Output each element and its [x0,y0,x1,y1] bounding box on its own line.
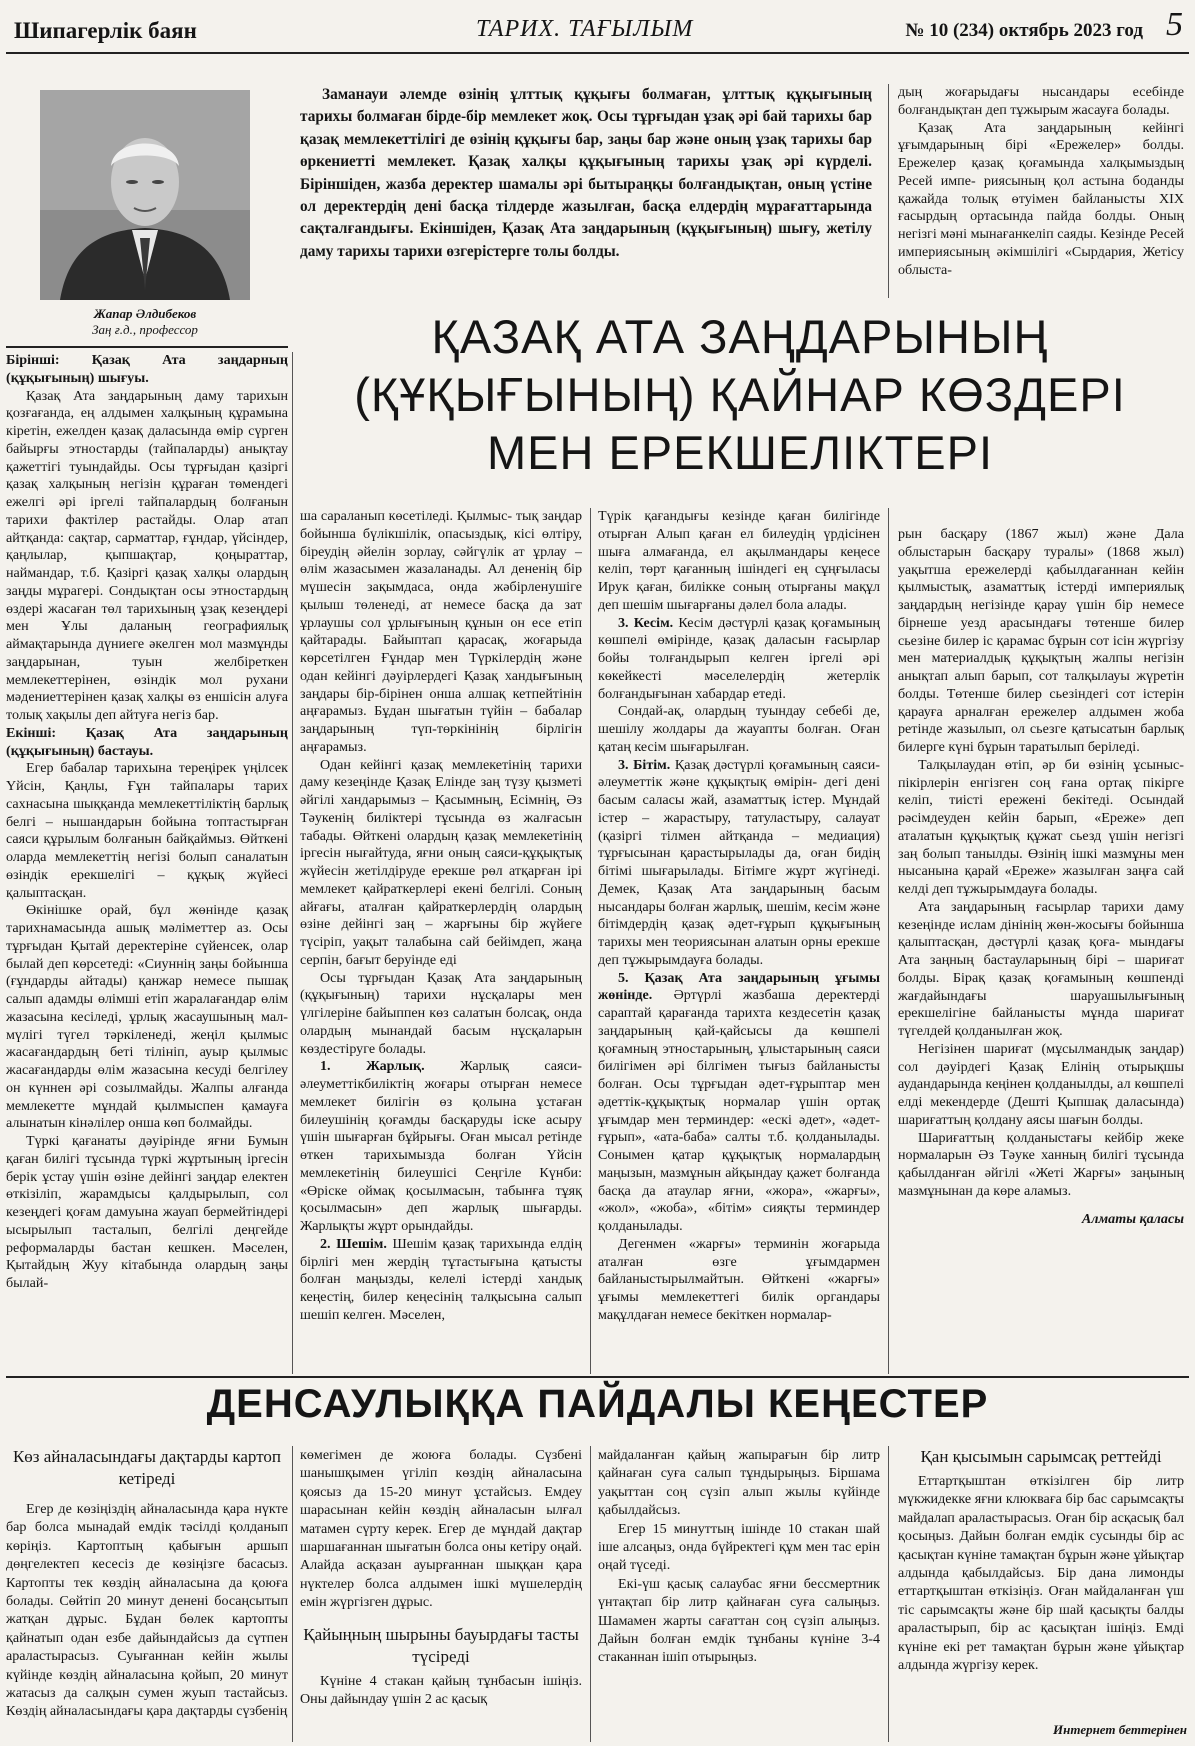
source-note: Интернет беттерінен [1053,1722,1187,1737]
column-divider [888,1446,889,1742]
section-divider [6,1376,1189,1378]
newspaper-title: Шипагерлік баян [14,18,197,43]
column-divider [888,84,889,298]
paragraph: Осы тұрғыдан Қазақ Ата заңдарының (құқығының) тарихи нұсқалары мен үлгілеріне байыппен көз салатын болсақ, онда олардың мынандай басым нұсқаларын көздестіруге болады. [300,969,582,1057]
article-column-3 [598,508,880,1372]
subheading-second: Екінші: Қазақ Ата заңдарының (құқығының) бастауы. [6,724,288,759]
paragraph: Негізінен шариғат (мұсылмандық заңдар) сол дәуірдегі Қазақ Елінің отырықшы аудандарында кеңінен қолданылды, ал көшпелі елді мекендерде (Дешті Қыпшақ даласында) шариғаттың қолдану аясы шағын болды. [898,1040,1184,1128]
paragraph: Қазақ Ата заңдарының кейінгі ұғымдарының бірі «Ережелер» болды. Ережелер қазақ қоғамында халқымыздың Ресей импе- риясының қол астына боданды қажайда толық өтуімен байланысты XIX ғасырдың ортасында пайда болды. Оның негізгі мәні мынағанкеліп саяды. Кезінде Ресей империясының әкімшілігі «Сырдария, Жетісу облыста- [898,119,1184,278]
paragraph: Қазақ Ата заңдарының даму тарихын қозғағанда, ең алдымен халқының құрамына кіретін, ежелден қазақ даласында өмір сүрген байырғы этностарды (тайпаларды) анықтау қажеттігі туындайды. Осы тұрғыдан қазіргі қазақ халқының негізін құраған төмендегі ежелгі әрі іргелі тайпалардың болғанын тарихи фактілер растайды. Олар атап айтқанда: сақтар, сарматтар, ғұндар, үйсіндер, қаңлылар, қыпшақтар, қоңыраттар, наймандар, т.б. Қазіргі қазақ халқы олардың заңды мұрагері. Сондықтан осы этностардың өздері жасаған төл тарихының ұзақ кезеңдері мен Ұлы даланың географиялық аймақтарында дүниеге әкелген мол мазмұнды заңдарынан, туын желбіреткен мемлекеттерінен, өзіндік мол рухани мәдениеттерінен қазақ халқы өз еншісін алуға толық хақылы деп айтуға негіз бар. [6,387,288,723]
health-column-4 [898,1446,1184,1722]
paragraph: Егер де көзіңіздің айналасында қара нүкте бар болса мынадай емдік тәсілді қолданып көріңіз. Картоптың қабығын аршып дөңгелектеп кесесіз де көзіңізге басасыз. Картопты тек көздің айналасына да қоюға болады. Сөйтіп 20 минут денені босаңсытып жатқан дұрыс. Бұдан бөлек картопты қайнатып одан езбе дайындайсыз да сүтпен араластырасыз. Суығаннан кейін жылы күйінде көздің айналасына қойып, 20 минут жатасыз да салқын сумен жуып тастайсыз. Көздің айналасындағы қара дақтарды сүзбенің [6,1501,288,1720]
health-column-3 [598,1446,880,1742]
paragraph: Егер 15 минуттың ішінде 10 стакан шай іше алсаңыз, онда бүйректегі құм мен тас ерін оңай түседі. [598,1520,880,1574]
column-divider [888,508,889,1374]
paragraph: Одан кейінгі қазақ мемлекетінің тарихи даму кезеңінде Қазақ Елінде заң түзу қызметі әйгілі хандарымыз – Қасымның, Есімнің, Әз Тәукенің биліктері тұсында өз жалғасын табады. Өйткені олардың қазақ мемлекетінің іргесін нығайтуда, яғни оның саяси-құқықтық жүйесін жетілдіруде ерекше рөл атқарған ірі мемлекет қайраткерлері екені белгілі. Соның айғағы, аталған қайраткерлердің олардың өзіне дейінгі заң – жарғыны бір жүйеге түсіріп, уақыт талабына сай бейімдеп, жаңа серпін, бағыт беруінде еді [300,756,582,968]
paragraph: рын басқару (1867 жыл) және Дала облыстарын басқару туралы» (1868 жыл) уақытша ережелерді қабылдағаннан кейін қылмыстық, азаматтық істерді империялық заңдардың негізінде қарау үшін бір немесе бірнеше уезд арасындағы төтенше билер сьезіне билер іс қарамас бұрын сот ісін жүргізу мен материалдық құқықтың жалпы негізін анықтап алып барып, сот талқылауы жүретін болды. Төтенше билер сьезіндегі сот істерін қарауға арналған ережелер алдымен жоба ретінде жазылып, ол сьезге қатысатын барлық билерге күні бұрын таратылып беріледі. [898,526,1184,755]
paragraph: Екі-үш қасық салаубас яғни бессмертник үнтақтап бір литр қайнаған суға салыңыз. Шамамен жарты сағаттан соң сүзіп алыңыз. Дайын болған емдік тұнбаны күніне 3-4 стаканнан ішіп отырыңыз. [598,1575,880,1666]
article-title-birch: Қайыңның шырыны бауырдағы тасты түсіреді [303,1624,579,1666]
paragraph: Ата заңдарының ғасырлар тарихи даму кезеңінде ислам дінінің жөн-жосығы бойынша қалыптасқан, дәстүрлі қазақ қоға- мындағы Ата заңның бастауларының бірі – шариғат болды. Бірақ қазақ қоғамының көшпенді жағдайындағы шаруашылығының ерекшелігіне байланысты мұнда шариғат түгелдей қолданылған жоқ. [898,898,1184,1039]
column-divider [590,508,591,1374]
lead-paragraph: Заманауи әлемде өзінің ұлттық құқығы болмаған, ұлттық құқығының тарихы болмаған бірде-бір мемлекет жоқ. Осы тұрғыдан ұзақ әрі бай тарихы бар қазақ мемлекеттілігі де өзінің құқығы бар, заңы бар және оның ұзақ тарихы бар өркениетті мемлекет. Қазақ халқы құқығының тарихы ұзақ әрі күрделі. Біріншіден, жазба деректер шамалы әрі бытыраңқы болғандықтан, оның үстіне ол деректердің дені басқа тілдерде жазылған, басқа елдердің мұрағаттарында сақталғандығы. Екіншіден, Қазақ Ата заңдарының (құқығының) шығу, жетілу даму тарихы тарихи өзгерістерге толы болды. [300,86,872,260]
paragraph: 3. Кесім. Кесім дәстүрлі қазақ қоғамының көшпелі өмірінде, қазақ даласын ғасырлар бойы толғандырып келген іргелі әрі көкейкесті мәселелердің жетерлік болғандығынан хабардар етеді. [598,614,880,702]
paragraph: 5. Қазақ Ата заңдарының ұғымы жөнінде. Әртүрлі жазбаша деректерді сараптай қарағанда тарихта кездесетін қазақ заңдарының қай-қайсысы да көшпелі қоғамның этностарының, ұлыстарының саяси билігімен әрі білгімен тығыз байланысты болған. Осы тұрғыдан әдет-ғұрыптар мен әдеттік-құқықтық нормалар үшін ортақ ұғымдар мен терминдер: «ескі әдет», «әдет-ғұрып», «ата-баба» салты т.б. қолданылады. Сонымен қатар құқықтық нормалардың маңызын, мазмұнын айқындау қажет болғанда басқа да атаулар яғни, «жора», «жарғы», «жол», «жоба», «бітім» сияқты терминдер қолданылады. [598,969,880,1234]
article-headline: ҚАЗАҚ АТА ЗАҢДАРЫНЫҢ (ҚҰҚЫҒЫНЫҢ) ҚАЙНАР КӨЗДЕРІ МЕН ЕРЕКШЕЛІКТЕРІ [354,310,1126,479]
paragraph: Егер бабалар тарихына тереңірек үңілсек Үйсін, Қаңлы, Ғұн тайпалары тарих сахнасына шыққанда мемлекеттіліктің барлық белгі – нышандарын бойына топтастырған саяси құрылым болғанын байқаймыз. Өйткені оларда мемлекеттің негізі болып саналатын өзіндік ерекшелігі – құқық жүйесі қалыптасқан. [6,760,288,901]
subheading-settlement: 3. Бітім. [618,756,671,773]
subheading-first: Бірінші: Қазақ Ата заңдарның (құқығының) шығуы. [6,352,288,386]
paragraph: Түрік қағандығы кезінде қаған билігінде отырған Алып қаған ел билеудің үрдісінен шыға алмағанда, ел ақылмандары кеңесе келіп, төрт қағанның ішіндегі ең сұңғыласы Ирук қаған, билікке соның отырғаны мақұл деп шешім шығарғаны дәлел бола алады. [598,508,880,613]
paragraph: 3. Бітім. Қазақ дәстүрлі қоғамының саяси-әлеуметтік және құқықтық өмірін- дегі дені басым саласы жай, азаматтық істер. Мұндай істер – жарастыру, татуластыру, салауат (қазіргі тілмен айтқанда – медиация) тұрғысынан қарастырылады да, оған бидің бітімі шығарылады. Бітімге жұрт жүгінеді. Демек, Қазақ Ата заңдарының басым нысандары болған жарлық, шешім, кесім және бітімдердің қазақ әдет-ғұрып құқығының тарихы мен теориясынан алатын орны ерекше деп тұжырымдауға болады. [598,756,880,968]
paragraph: Түркі қағанаты дәуірінде яғни Бумын қаған билігі тұсында түркі жұртының іргесін берік ұстау үшін өзіне дейінгі заңдар електен өткізіліп, жарамдысы қалдырылып, сол кезеңдегі қоғам дамуына жауап бермейтіндері ысырылып тасталып, белгілі деңгейде реформаларды бастан кешкен. Мәселен, Қытайдың Жуу кітабында олардың заңы былай- [6,1133,288,1291]
paragraph: Шариғаттың қолданыстағы кейбір жеке нормаларын Әз Тәуке ханның билігі тұсында қабылданған әйгілі «Жеті Жарғы» заңының мазмұнынан да көре аламыз. [898,1129,1184,1199]
paragraph: көмегімен де жоюға болады. Сүзбені шанышқымен үгіліп көздің айналасына қоясыз да 15-20 минут ұстайсыз. Емдеу шарасынан кейін көздің айналасын ылғал матамен сүрту керек. Егер де мұндай дақтар шаршағаннан шығатын болса оны кетіру оңай. Алайда асқазан ауырғаннан шыққан қара нүктелер болса алдымен ішкі мүшелердің емін жүргізген дұрыс. [300,1447,582,1611]
paragraph: 1. Жарлық. Жарлық саяси-әлеуметтікбиліктің жоғары отырған немесе мемлекет билігін өз қолына ұстаған билеушінің қоғамды басқаруды іске асыру үшін шығарған бұйрығы. Оған мысал ретінде өткен тарихымызда болған Үйсін мемлекетінің билеушісі Сеңгіле Күнби: «Өріске оймақ қосылмасын, табынға тұяқ қосылмасын» деп жарлық шығарды. Жарлықты жұрт орындайды. [300,1058,582,1234]
paragraph: 2. Шешім. Шешім қазақ тарихында елдің бірлігі мен жердің тұтастығына қатысты болған маңызды, келелі істерді хандық кеңестің, билер кеңесінің талқысына салып шешіп келген. Мәселен, [300,1235,582,1323]
paragraph: Өкінішке орай, бұл жөнінде қазақ тарихнамасында ашық мәліметтер аз. Осы тұрғыдан Қытай деректеріне сүйенсек, олар былай деп көрсетеді: «Сиуннің заңы бойынша (ғұндарды айтады) қанжар немесе пышақ салып адамды өлімші етіп жаралағандар өлім жазасына кесіледі, ұрлық жасаушының мал-мүлігі түгел тәркіленеді, жеңіл қылмыс жасағандардың беті тілініп, ауыр қылмыс жасағандарды өлім жазасына кесуді белгілеу он күннен әрі созылмайды. Жалпы алғанда мемлекетте мұндай қылмыспен қамауға алынатын кінәлілер онша көп болмайды. [6,902,288,1132]
health-headline: ДЕНСАУЛЫҚҚА ПАЙДАЛЫ КЕҢЕСТЕР [206,1382,989,1426]
article-column-2 [300,508,582,1372]
article-title-garlic: Қан қысымын сарымсақ реттейді [920,1447,1162,1466]
issue-info: № 10 (234) октябрь 2023 год [905,20,1143,41]
author-role: Заң ғ.д., профессор [92,322,198,337]
health-column-1 [6,1446,288,1742]
article-title-potato: Көз айналасындағы дақтарды картоп кетіреді [12,1447,282,1488]
article-column-4 [898,526,1184,1368]
paragraph: Күніне 4 стакан қайың тұнбасын ішіңіз. Оны дайындау үшін 2 ас қасық [300,1672,582,1708]
column-top-rule [6,346,288,348]
paragraph: дың жоғарыдағы нысандары есебінде болғандықтан деп тұжырым жасауға болады. [898,84,1184,118]
paragraph: Еттартқыштан өткізілген бір литр мүкжидекке яғни клюкваға бір бас сарымсақты майдалап араластырасыз. Оған бір асқасық бал қосыңыз. Дайын болған емдік сусынды бір ас қасықтан күніне тамақтан бұрын және ұйықтар алдында қабылдайсыз. Бір дана лимонды еттартқыштан өткізіңіз. Оған майдаланған үш тіс сарымсақты және бір шай қасықты балды араластырып, бір ас қасықтан ішіңіз. Емді күніне екі рет тамақтан бұрын және ұйықтар алдында жүргізу керек. [898,1473,1184,1674]
subheading-concept: 5. Қазақ Ата заңдарының ұғымы жөнінде. [598,969,880,1004]
paragraph: Сондай-ақ, олардың туындау себебі де, шешілу жолдары да жауапты болған. Оған қатаң кесім шығарылған. [598,703,880,755]
article-column-4-top [898,84,1184,298]
column-divider [292,1446,293,1742]
portrait-image [40,90,250,300]
section-title: ТАРИХ. ТАҒЫЛЫМ [476,16,694,42]
subheading-decree: 1. Жарлық. [320,1058,425,1075]
author-photo [40,90,250,300]
page-number: 5 [1166,6,1183,43]
paragraph: Талқылаудан өтіп, әр би өзінің ұсыныс-пікірлерін енгізген соң ғана ортақ пікірге келіп, тиісті ережені бекітеді. Осындай рәсімдеуден кейін барып, «Ереже» деп аталатын құқықтық құжат сьезд үшін негізгі заң болып танылды. Өзінің ішкі мазмұны мен нысанына қарай «Ереже» жазылған заңға сай келді деп тұжырымдауға болады. [898,756,1184,897]
page-header [6,6,1189,54]
article-location: Алматы қаласы [1081,1210,1184,1227]
paragraph: майдаланған қайың жапырағын бір литр қайнаған суға салып тұндырыңыз. Біршама уақыттан соң сүзіп алып жылы күйінде қабылдайсыз. [598,1447,880,1519]
subheading-verdict: 3. Кесім. [618,614,674,631]
subheading-decision: 2. Шешім. [320,1235,387,1252]
paragraph: Дегенмен «жарғы» терминін жоғарыда аталған өзге ұғымдармен байланыстырылмайтын. Өйткені «жарғы» ұғымы мемлекеттегі билік органдары мақұлдаған немесе бекіткен нормалар- [598,1235,880,1323]
article-column-1 [6,352,288,1372]
health-column-2 [300,1446,582,1742]
column-divider [590,1446,591,1742]
author-name: Жапар Әлдибеков [93,306,197,321]
column-divider [292,352,293,1374]
paragraph: ша сараланып көсетіледі. Қылмыс- тық заңдар бойынша бүлікшілік, опасыздық, кісі өлтіру, біреудің әйелін зорлау, сәйгүлік ат ұрлау – өлім жазасымен жазаланады. Ал дененің бір мүшесін зақымдаса, онда жәбірленушіге қылыш төленеді, ат немесе басқа да зат ұрлаушы сол ұрлығының құнын он есе етіп қайтарады. Байыптап қарасақ, жоғарыда көрсетілген Ғұндар мен Түркілердің және одан кейінгі дәуірлердегі Қазақ хандығының заңдары бір-бірінен онша алшақ кетпейтінін аңғарамыз. Бұдан шығатын түйін – бабалар заңдарының түп-төркінінің бірлігін аңғарамыз. [300,508,582,755]
